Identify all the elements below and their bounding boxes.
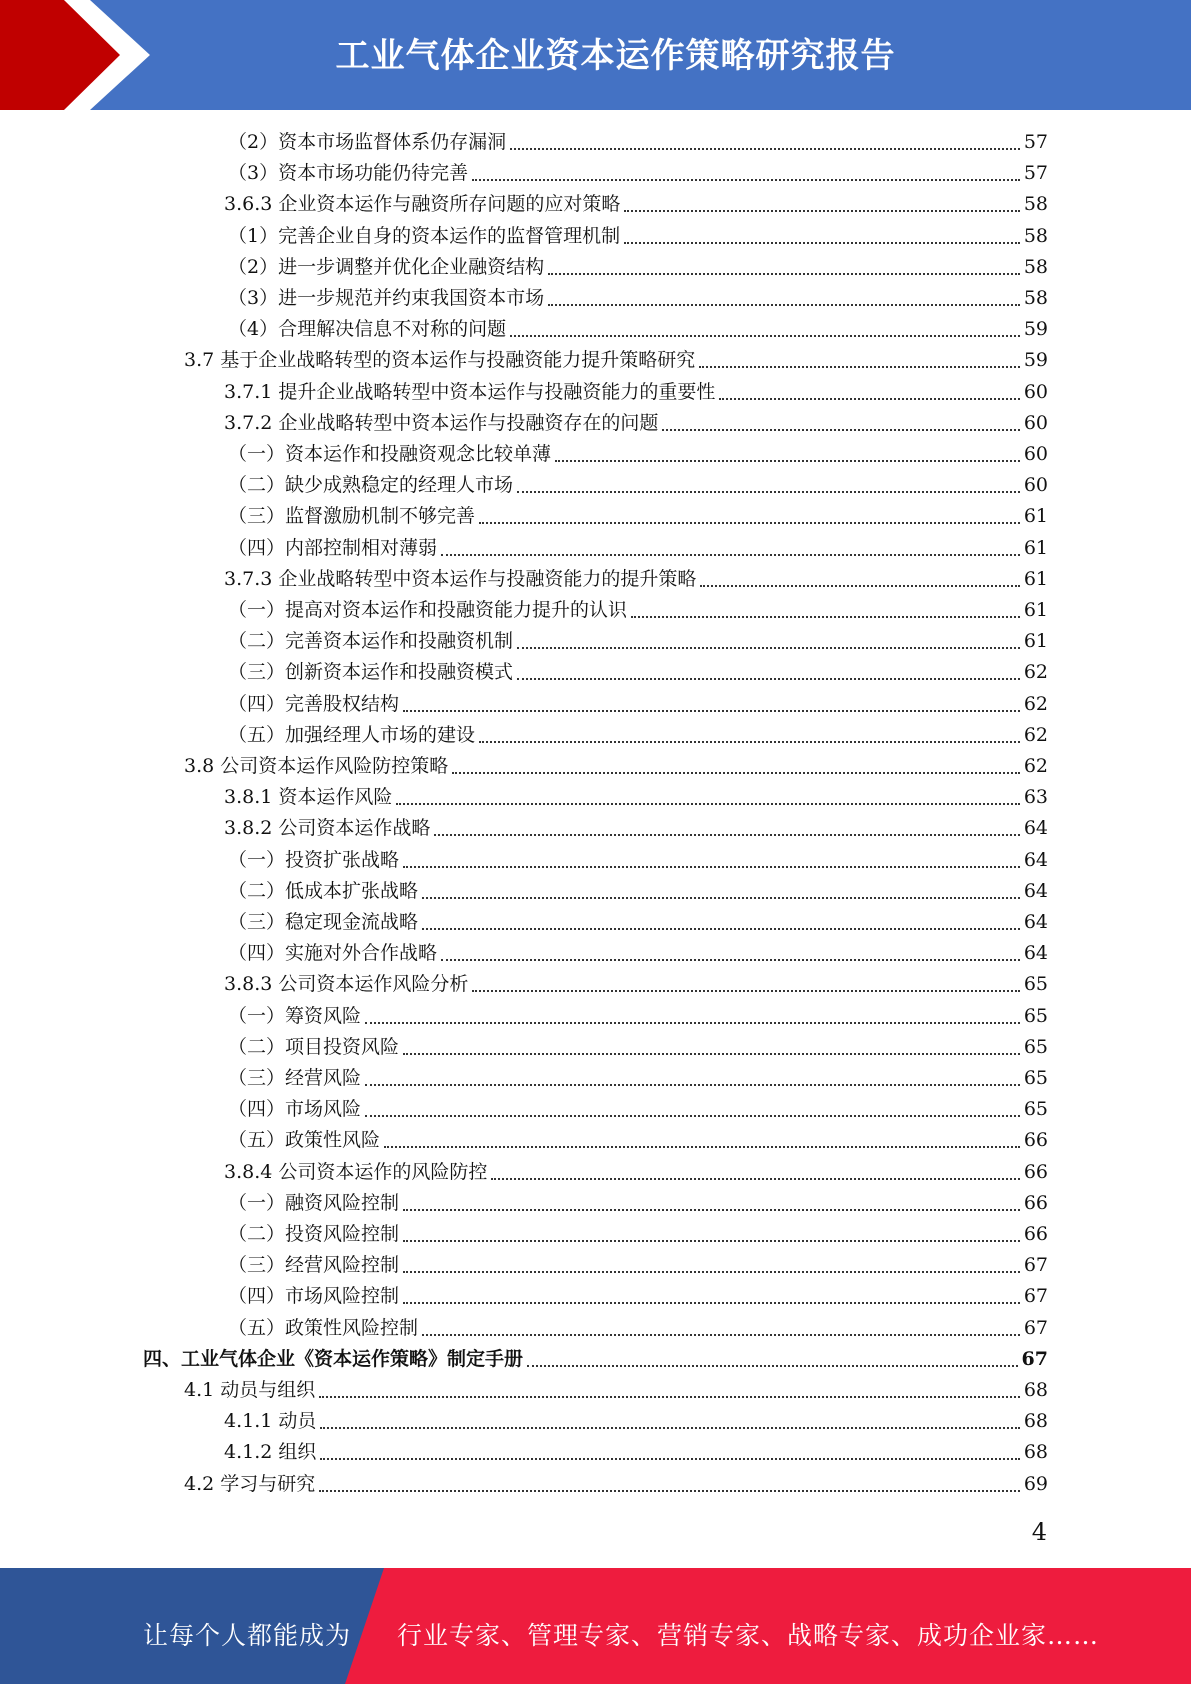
toc-entry-page: 61 xyxy=(1023,567,1048,590)
toc-entry[interactable] xyxy=(228,1313,1048,1344)
toc-entry-title: （四）完善股权结构 xyxy=(228,692,400,715)
toc-dot-leader xyxy=(365,1084,1020,1086)
toc-dot-leader xyxy=(396,803,1019,805)
toc-entry-title: 四、工业气体企业《资本运作策略》制定手册 xyxy=(143,1347,524,1370)
toc-entry-page: 60 xyxy=(1023,380,1048,403)
toc-entry-title: 3.8.2 公司资本运作战略 xyxy=(224,817,431,840)
toc-dot-leader xyxy=(555,460,1020,462)
toc-entry-page: 61 xyxy=(1023,536,1048,559)
toc-dot-leader xyxy=(517,678,1020,680)
toc-entry[interactable] xyxy=(228,1125,1048,1156)
toc-dot-leader xyxy=(403,1053,1020,1055)
toc-entry-page: 67 xyxy=(1023,1316,1048,1339)
toc-entry-page: 65 xyxy=(1023,1035,1048,1058)
toc-dot-leader xyxy=(491,1178,1019,1180)
toc-entry-page: 64 xyxy=(1023,817,1048,840)
footer-slogan-lead: 让每个人都能成为 xyxy=(143,1621,352,1650)
toc-entry-title: （二）完善资本运作和投融资机制 xyxy=(228,630,514,653)
toc-dot-leader xyxy=(403,1209,1020,1211)
toc-entry[interactable] xyxy=(228,283,1048,314)
toc-entry[interactable] xyxy=(224,377,1048,408)
toc-dot-leader xyxy=(479,741,1020,743)
toc-entry-page: 62 xyxy=(1023,723,1048,746)
toc-entry-page: 62 xyxy=(1023,755,1048,777)
toc-entry-page: 69 xyxy=(1023,1472,1048,1495)
toc-entry-page: 67 xyxy=(1023,1254,1048,1277)
toc-dot-leader xyxy=(441,959,1020,961)
toc-entry-page: 67 xyxy=(1021,1347,1048,1370)
toc-entry-page: 64 xyxy=(1023,942,1048,965)
toc-dot-leader xyxy=(699,366,1020,368)
toc-entry[interactable] xyxy=(228,1219,1048,1250)
toc-entry[interactable] xyxy=(184,345,1048,376)
toc-entry[interactable] xyxy=(224,1437,1048,1468)
toc-dot-leader xyxy=(624,210,1019,212)
toc-entry[interactable] xyxy=(228,1032,1048,1063)
toc-entry[interactable] xyxy=(184,1375,1048,1406)
toc-entry[interactable] xyxy=(228,626,1048,657)
toc-entry-page: 66 xyxy=(1023,1160,1048,1183)
toc-entry[interactable] xyxy=(184,751,1048,782)
toc-entry-title: 4.1.1 动员 xyxy=(224,1410,317,1433)
toc-entry[interactable] xyxy=(228,127,1048,158)
toc-entry-page: 65 xyxy=(1023,1098,1048,1121)
toc-entry-title: （四）市场风险 xyxy=(228,1098,362,1121)
toc-entry-title: （4）合理解决信息不对称的问题 xyxy=(228,318,507,341)
toc-entry[interactable] xyxy=(224,813,1048,844)
toc-entry[interactable] xyxy=(228,314,1048,345)
toc-entry-page: 57 xyxy=(1023,131,1048,153)
toc-entry-title: 3.8 公司资本运作风险防控策略 xyxy=(184,755,449,777)
toc-entry-page: 67 xyxy=(1023,1285,1048,1308)
toc-entry-title: 4.1.2 组织 xyxy=(224,1441,317,1464)
toc-entry-title: （一）提高对资本运作和投融资能力提升的认识 xyxy=(228,599,628,621)
toc-dot-leader xyxy=(441,554,1020,556)
toc-dot-leader xyxy=(403,1240,1020,1242)
toc-entry-title: （1）完善企业自身的资本运作的监督管理机制 xyxy=(228,224,621,247)
toc-entry-page: 61 xyxy=(1023,630,1048,653)
toc-entry-page: 63 xyxy=(1023,786,1048,809)
toc-dot-leader xyxy=(517,647,1020,649)
toc-entry[interactable] xyxy=(228,501,1048,532)
toc-entry-title: 4.1 动员与组织 xyxy=(184,1379,316,1401)
toc-dot-leader xyxy=(472,179,1020,181)
toc-dot-leader xyxy=(452,772,1020,774)
toc-entry-page: 57 xyxy=(1023,162,1048,185)
toc-entry-title: （二）缺少成熟稳定的经理人市场 xyxy=(228,474,514,497)
toc-dot-leader xyxy=(320,1458,1019,1460)
toc-dot-leader xyxy=(319,1396,1020,1398)
toc-entry-page: 64 xyxy=(1023,911,1048,933)
toc-dot-leader xyxy=(548,304,1020,306)
toc-entry-page: 64 xyxy=(1023,848,1048,871)
toc-entry[interactable] xyxy=(228,657,1048,688)
toc-dot-leader xyxy=(527,1365,1018,1367)
toc-entry-page: 62 xyxy=(1023,661,1048,684)
toc-entry-title: （五）政策性风险 xyxy=(228,1129,381,1152)
toc-entry-page: 58 xyxy=(1023,255,1048,278)
toc-entry[interactable] xyxy=(228,158,1048,189)
toc-entry-page: 58 xyxy=(1023,193,1048,216)
toc-entry-title: （2）进一步调整并优化企业融资结构 xyxy=(228,255,545,278)
toc-entry-title: （一）投资扩张战略 xyxy=(228,848,400,871)
toc-entry-title: 3.7.3 企业战略转型中资本运作与投融资能力的提升策略 xyxy=(224,567,697,590)
toc-dot-leader xyxy=(548,273,1020,275)
toc-entry-title: 3.8.1 资本运作风险 xyxy=(224,786,393,809)
toc-entry-title: （二）低成本扩张战略 xyxy=(228,879,419,902)
toc-entry[interactable] xyxy=(228,907,1048,938)
toc-entry[interactable] xyxy=(228,1188,1048,1219)
toc-entry[interactable] xyxy=(224,1157,1048,1188)
toc-entry-page: 66 xyxy=(1023,1191,1048,1214)
toc-dot-leader xyxy=(662,429,1019,431)
page-header xyxy=(0,0,1191,110)
toc-entry-title: 3.7 基于企业战略转型的资本运作与投融资能力提升策略研究 xyxy=(184,349,696,372)
toc-entry-title: （一）融资风险控制 xyxy=(228,1191,400,1214)
toc-entry[interactable] xyxy=(228,221,1048,252)
toc-entry-title: （四）内部控制相对薄弱 xyxy=(228,536,438,559)
toc-dot-leader xyxy=(384,1146,1020,1148)
toc-entry-page: 68 xyxy=(1023,1410,1048,1433)
toc-entry[interactable] xyxy=(228,876,1048,907)
toc-entry-title: （3）进一步规范并约束我国资本市场 xyxy=(228,287,545,309)
toc-dot-leader xyxy=(403,866,1020,868)
toc-dot-leader xyxy=(472,990,1019,992)
toc-dot-leader xyxy=(403,1271,1020,1273)
toc-entry[interactable] xyxy=(228,252,1048,283)
toc-entry-title: （3）资本市场功能仍待完善 xyxy=(228,162,469,185)
toc-entry-title: 4.2 学习与研究 xyxy=(184,1472,316,1495)
toc-entry-title: （五）加强经理人市场的建设 xyxy=(228,723,476,746)
toc-entry-page: 66 xyxy=(1023,1129,1048,1152)
toc-entry-page: 61 xyxy=(1023,599,1048,621)
toc-dot-leader xyxy=(510,335,1020,337)
toc-dot-leader xyxy=(365,1022,1020,1024)
toc-entry-page: 64 xyxy=(1023,879,1048,902)
toc-entry[interactable] xyxy=(228,1001,1048,1032)
toc-entry-page: 65 xyxy=(1023,1004,1048,1027)
toc-dot-leader xyxy=(517,491,1020,493)
toc-entry-title: 3.7.2 企业战略转型中资本运作与投融资存在的问题 xyxy=(224,411,659,434)
toc-entry-title: （二）项目投资风险 xyxy=(228,1035,400,1058)
toc-entry-page: 60 xyxy=(1023,474,1048,497)
toc-entry-title: 3.7.1 提升企业战略转型中资本运作与投融资能力的重要性 xyxy=(224,380,716,403)
toc-entry[interactable] xyxy=(228,1250,1048,1281)
report-title: 工业气体企业资本运作策略研究报告 xyxy=(335,36,896,76)
toc-entry-title: （三）监督激励机制不够完善 xyxy=(228,505,476,528)
toc-entry-title: （二）投资风险控制 xyxy=(228,1223,400,1245)
toc-entry[interactable] xyxy=(228,689,1048,720)
toc-entry-title: 3.8.4 公司资本运作的风险防控 xyxy=(224,1160,488,1183)
toc-dot-leader xyxy=(422,897,1020,899)
toc-entry-page: 68 xyxy=(1023,1441,1048,1464)
footer-slogan-roles: 行业专家、管理专家、营销专家、战略专家、成功企业家…… xyxy=(397,1621,1100,1650)
toc-dot-leader xyxy=(479,522,1020,524)
toc-entry-page: 59 xyxy=(1023,318,1048,341)
toc-entry[interactable] xyxy=(228,720,1048,751)
toc-entry[interactable] xyxy=(224,782,1048,813)
toc-entry-title: （五）政策性风险控制 xyxy=(228,1316,419,1339)
toc-entry-title: （三）经营风险 xyxy=(228,1067,362,1089)
toc-dot-leader xyxy=(319,1490,1020,1492)
toc-dot-leader xyxy=(422,1334,1020,1336)
page-footer xyxy=(0,1568,1191,1684)
toc-entry[interactable] xyxy=(143,1344,1048,1375)
toc-entry-title: （一）筹资风险 xyxy=(228,1004,362,1027)
toc-entry[interactable] xyxy=(224,564,1048,595)
toc-dot-leader xyxy=(434,834,1019,836)
toc-entry-title: （四）市场风险控制 xyxy=(228,1285,400,1308)
toc-entry[interactable] xyxy=(184,1469,1048,1500)
toc-entry-title: （2）资本市场监督体系仍存漏洞 xyxy=(228,131,507,153)
toc-entry[interactable] xyxy=(224,1406,1048,1437)
toc-entry-title: 3.6.3 企业资本运作与融资所存问题的应对策略 xyxy=(224,193,621,216)
toc-entry[interactable] xyxy=(228,1281,1048,1312)
toc-dot-leader xyxy=(320,1427,1019,1429)
toc-entry-page: 60 xyxy=(1023,443,1048,465)
toc-entry[interactable] xyxy=(228,595,1048,626)
toc-entry-title: （三）稳定现金流战略 xyxy=(228,911,419,933)
toc-dot-leader xyxy=(700,585,1019,587)
toc-entry-title: （四）实施对外合作战略 xyxy=(228,942,438,965)
toc-entry-page: 58 xyxy=(1023,224,1048,247)
toc-entry-page: 68 xyxy=(1023,1379,1048,1401)
toc-entry[interactable] xyxy=(224,189,1048,220)
toc-dot-leader xyxy=(624,242,1020,244)
toc-dot-leader xyxy=(403,1302,1020,1304)
page-number: 4 xyxy=(1031,1518,1047,1546)
toc-entry[interactable] xyxy=(228,938,1048,969)
toc-entry[interactable] xyxy=(228,1063,1048,1094)
toc-dot-leader xyxy=(719,398,1019,400)
toc-entry-page: 66 xyxy=(1023,1223,1048,1245)
toc-entry-title: （三）经营风险控制 xyxy=(228,1254,400,1277)
toc-entry-page: 59 xyxy=(1023,349,1048,372)
toc-entry[interactable] xyxy=(228,470,1048,501)
toc-dot-leader xyxy=(365,1115,1020,1117)
toc-entry-page: 65 xyxy=(1023,973,1048,996)
toc-dot-leader xyxy=(631,616,1020,618)
toc-entry-title: （三）创新资本运作和投融资模式 xyxy=(228,661,514,684)
toc-entry-page: 61 xyxy=(1023,505,1048,528)
toc-entry[interactable] xyxy=(228,845,1048,876)
toc-entry-title: 3.8.3 公司资本运作风险分析 xyxy=(224,973,469,996)
toc-dot-leader xyxy=(422,928,1020,930)
toc-entry-page: 58 xyxy=(1023,287,1048,309)
toc-entry[interactable] xyxy=(224,969,1048,1000)
toc-entry-title: （一）资本运作和投融资观念比较单薄 xyxy=(228,443,552,465)
toc-entry[interactable] xyxy=(224,408,1048,439)
toc-entry[interactable] xyxy=(228,439,1048,470)
toc-entry-page: 62 xyxy=(1023,692,1048,715)
toc-dot-leader xyxy=(510,148,1020,150)
toc-dot-leader xyxy=(403,710,1020,712)
toc-entry[interactable] xyxy=(228,1094,1048,1125)
toc-entry-page: 60 xyxy=(1023,411,1048,434)
toc-entry[interactable] xyxy=(228,533,1048,564)
toc-entry-page: 65 xyxy=(1023,1067,1048,1089)
